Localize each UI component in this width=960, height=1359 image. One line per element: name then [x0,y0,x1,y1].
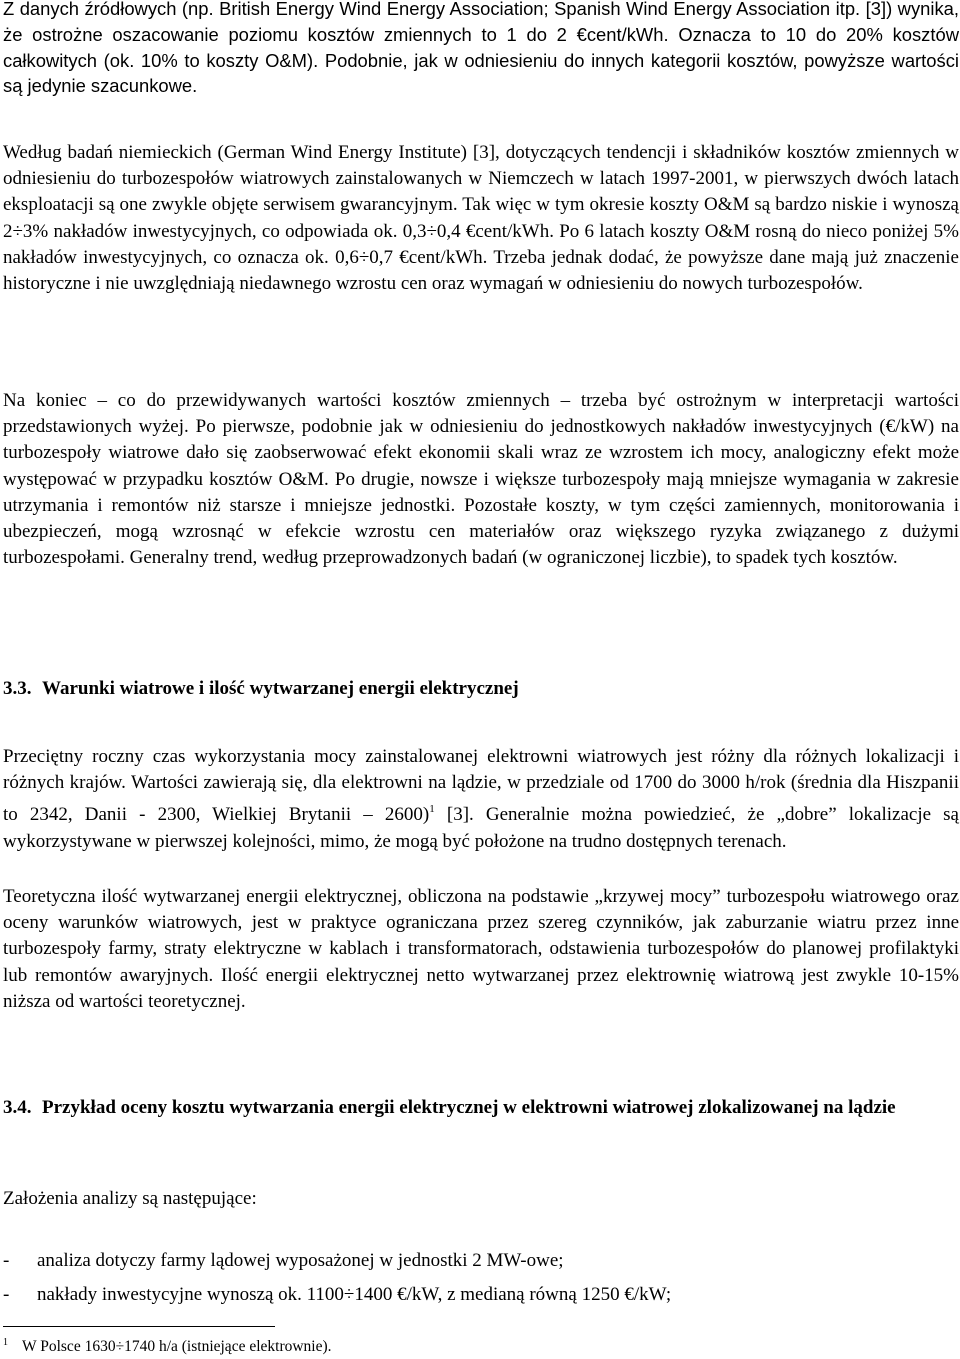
assumptions-intro: Założenia analizy są następujące: [3,1188,257,1209]
footnote-number: 1 [3,1337,8,1348]
footnote-separator [3,1326,275,1327]
paragraph-capacity-hours [3,744,959,855]
footnote [3,1333,332,1357]
assumptions-list [3,1248,959,1316]
footnote-text: W Polsce 1630÷1740 h/a (istniejące elektrownie). [22,1338,332,1355]
list-dash: - [3,1250,10,1271]
section-title: Warunki wiatrowe i ilość wytwarzanej energii elektrycznej [42,678,519,699]
paragraph-text-part-1: Przeciętny roczny czas wykorzystania mocy zainstalowanej elektrowni wiatrowych jest różny dla różnych lokalizacji i różnych krajów. Wartości zawierają się, dla elektrowni na lądzie, w przedziale od 1700 do 3000 h/rok (średnia dla Hiszpanii to 2342, Danii - 2300, Wielkiej Brytanii – 2600) [3,746,959,826]
list-item [3,1282,959,1316]
paragraph-theoretical-energy: Teoretyczna ilość wytwarzanej energii elektrycznej, obliczona na podstawie „krzywej mocy” turbozespołu wiatrowego oraz oceny warunków wiatrowych, jest w praktyce ograniczana przez szereg czynników, jak zaburzanie wiatru przez inne turbozespoły farmy, straty elektryczne w kablach i transformatorach, odstawienia turbozespołów do planowej profilaktyki lub remontów awaryjnych. Ilość energii elektrycznej netto wytwarzanej przez elektrownię wiatrową jest zwykle 10-15% niższa od wartości teoretycznej. [3,886,959,1012]
list-dash: - [3,1283,10,1305]
section-heading-3-4 [3,1095,959,1151]
paragraph-text-part-2: [3]. Generalnie można powiedzieć, że „dobre” lokalizacje są wykorzystywane w pierwszej kolejności, mimo, że mogą być położone na trudno dostępnych terenach. [3,804,959,852]
paragraph-german-study: Według badań niemieckich (German Wind Energy Institute) [3], dotyczących tendencji i składników kosztów zmiennych w odniesieniu do turbozespołów wiatrowych zainstalowanych w Niemczech w latach 1997-2001, w pierwszych dwóch latach eksploatacji są one zwykle objęte serwisem gwarancyjnym. Tak więc w tym okresie koszty O&M są bardzo niskie i wynoszą 2÷3% nakładów inwestycyjnych, co odpowiada ok. 0,3÷0,4 €cent/kWh. Po 6 latach koszty O&M rosną do nieco poniżej 5% nakładów inwestycyjnych, co oznacza ok. 0,6÷0,7 €cent/kWh. Trzeba jednak dodać, że powyższe dane mają już znaczenie historyczne i nie uwzględniają niedawnego wzrostu cen oraz wymagań w odniesieniu do nowych turbozespołów. [3,142,959,295]
section-number: 3.4. [3,1097,32,1118]
footnote-reference: 1 [429,803,435,816]
section-number: 3.3. [3,678,32,699]
paragraph-caution: Na koniec – co do przewidywanych wartości kosztów zmiennych – trzeba być ostrożnym w interpretacji wartości przedstawionych wyżej. Po pierwsze, podobnie jak w odniesieniu do jednostkowych nakładów inwestycyjnych (€/kW) na turbozespoły wiatrowe dało się zaobserwować efekt ekonomii skali wraz ze wzrostem ich mocy, analogiczny efekt może występować w przypadku kosztów O&M. Po drugie, nowsze i większe turbozespoły mają mniejsze wymagania w zakresie utrzymania i remontów niż starsze i mniejsze jednostki. Pozostałe koszty, w tym części zamiennych, monitorowania i ubezpieczeń, mogą wzrosnąć w efekcie wzrostu cen materiałów oraz większego ryzyka związanego z dużymi turbozespołami. Generalny trend, według przeprowadzonych badań (w ograniczonej liczbie), to spadek tych kosztów. [3,390,959,569]
list-item-text: analiza dotyczy farmy lądowej wyposażonej w jednostki 2 MW-owe; [37,1250,564,1271]
list-item-text: nakłady inwestycyjne wynoszą ok. 1100÷1400 €/kW, z medianą równą 1250 €/kW; [37,1283,672,1305]
intro-paragraph: Z danych źródłowych (np. British Energy Wind Energy Association; Spanish Wind Energy Association itp. [3]) wynika, że ostrożne oszacowanie poziomu kosztów zmiennych to 1 do 2 €cent/kWh. Oznacza to 10 do 20% kosztów całkowitych (ok. 10% to koszty O&M). Podobnie, jak w odniesieniu do innych kategorii kosztów, powyższe wartości są jedynie szacunkowe. [3,0,959,97]
list-item [3,1248,959,1282]
section-heading-3-3 [3,676,959,704]
section-title: Przykład oceny kosztu wytwarzania energii elektrycznej w elektrowni wiatrowej zlokalizowanej na lądzie [42,1097,896,1118]
